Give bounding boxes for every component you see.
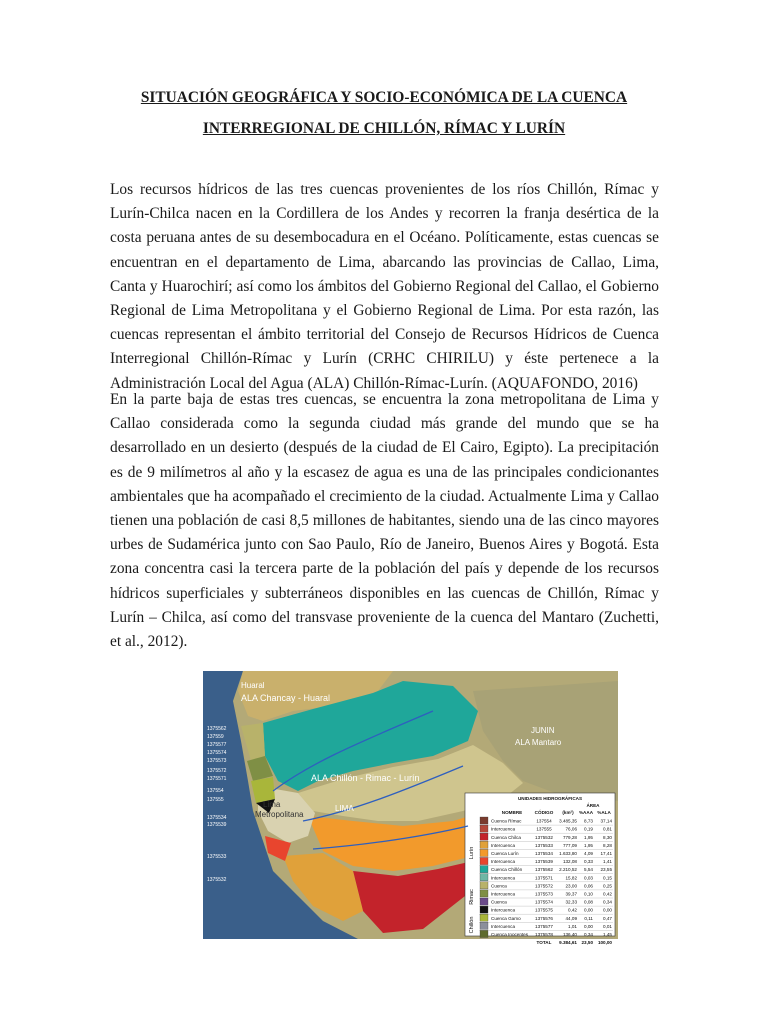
legend-table-text: Intercuenca [491, 891, 516, 897]
legend-table-text: %ALA [597, 810, 611, 815]
legend-table-text: 0,33 [584, 859, 593, 865]
label-ala-mantaro: ALA Mantaro [515, 738, 562, 747]
legend-table-text: 137555 [536, 826, 552, 832]
legend-color-swatch [480, 866, 488, 873]
legend-table-text: 0,11 [584, 915, 593, 921]
legend-table-text: CÓDIGO [534, 810, 554, 815]
legend-table-text: 4,09 [584, 851, 593, 856]
legend-table-text: ÁREA [586, 803, 600, 808]
legend-color-swatch [480, 817, 488, 824]
legend-group-label: Rimac [469, 889, 475, 905]
legend-table-text: NOMBRE [501, 810, 523, 815]
legend-color-swatch [480, 914, 488, 921]
basin-code-label: 137559 [207, 734, 224, 740]
legend-table-text: 1375575 [535, 907, 553, 913]
legend-table-text: 3.485,35 [559, 818, 577, 824]
legend-table-text: 1,41 [603, 859, 612, 865]
legend-color-swatch [480, 906, 488, 913]
paragraph-1: Los recursos hídricos de las tres cuencas provenientes de los ríos Chillón, Rímac y Lurín-Chilca nacen en la Cordillera de los Andes y recorren la franja desértica de la costa peruana antes de su desembocadura en el Océano. Políticamente, estas cuencas se encuentran en el departamento de Lima, abarcando las provincias de Callao, Lima, Canta y Huarochirí; así como los ámbitos del Gobierno Regional del Callao, el Gobierno Regional de Lima Metropolitana y el Gobierno Regional de Lima. Por esta razón, las cuencas representan el ámbito territorial del Consejo de Recursos Hídricos de Cuenca Interregional Chillón-Rímac y Lurín (CRHC CHIRILU) y éste pertenece a la Administración Local del Agua (ALA) Chillón-Rímac-Lurín. (AQUAFONDO, 2016) [110, 181, 659, 392]
basin-map [203, 671, 618, 945]
basin-code-label: 1375532 [207, 877, 227, 883]
legend-table-text: 0,00 [584, 923, 593, 929]
legend-table-text: 0,25 [603, 883, 612, 889]
legend-table-text: 1375576 [535, 915, 553, 921]
legend-table-text: 0,19 [584, 826, 593, 832]
legend-table-text: 8,30 [603, 834, 612, 840]
legend-table-text: 0,06 [584, 883, 593, 889]
basin-code-label: 1375571 [207, 776, 227, 782]
legend-color-swatch [480, 841, 488, 848]
legend-color-swatch [480, 882, 488, 889]
legend-color-swatch [480, 922, 488, 929]
legend-table-text: 0,15 [603, 875, 612, 881]
legend-color-swatch [480, 849, 488, 856]
legend-table-text: 2.210,52 [559, 867, 577, 873]
basin-code-label: 1375539 [207, 822, 227, 828]
legend-table-text: 0,10 [584, 891, 593, 897]
legend-table-text: 1375539 [535, 859, 553, 865]
legend-table-text: 0,34 [584, 932, 593, 937]
legend-table-text: 0,42 [603, 891, 612, 897]
basin-code-label: 1375533 [207, 854, 227, 860]
label-junin: JUNIN [531, 726, 555, 735]
legend-table-text: 1375571 [535, 875, 553, 881]
legend-table-text: Cuenca Inocentes [491, 932, 529, 937]
basin-code-label: 1375534 [207, 815, 227, 821]
legend-table-text: 1375532 [535, 834, 553, 840]
legend-color-swatch [480, 858, 488, 865]
legend-table-text: Intercuenca [491, 907, 516, 913]
legend-table-text: 76,06 [565, 826, 577, 832]
legend-color-swatch [480, 825, 488, 832]
legend-table-text: 1,45 [603, 932, 612, 937]
document-title [110, 82, 658, 144]
legend-table-text: 8,73 [584, 818, 593, 824]
legend-table-text: Intercuenca [491, 826, 516, 832]
legend-table-text: 15,82 [565, 875, 577, 881]
legend-table-text: 0,81 [603, 826, 612, 832]
legend-table-text: 1,95 [584, 842, 593, 848]
legend-table-text: 9.384,61 [559, 940, 577, 945]
legend-table-text: 0,03 [584, 875, 593, 881]
legend-table-text: Intercuenca [491, 923, 516, 929]
legend-table-text: Cuenca Gamo [491, 915, 521, 921]
legend-table-text: 1375578 [535, 932, 553, 937]
label-lima-metro-1: Lima [263, 800, 281, 809]
legend-color-swatch [480, 890, 488, 897]
legend-group-label: Chillón [469, 916, 475, 934]
legend-table-text: 132,08 [562, 859, 577, 865]
basin-code-label: 137554 [207, 788, 224, 794]
legend-table-text: Cuenca Chilca [491, 834, 521, 840]
title-line-2: INTERREGIONAL DE CHILLÓN, RÍMAC Y LURÍN [202, 120, 566, 137]
legend-table-text: 1375574 [535, 899, 553, 905]
legend-table-text: TOTAL [536, 940, 552, 945]
legend-table-text: 137554 [536, 818, 552, 824]
legend-table-text: 779,28 [562, 834, 577, 840]
legend-group-label: Lurín [469, 846, 475, 860]
legend-color-swatch [480, 898, 488, 905]
basin-code-label: 137555 [207, 797, 224, 803]
legend-table-text: 8,28 [603, 842, 612, 848]
legend-table-text: 44,09 [565, 915, 577, 921]
legend-table-text: Cuenca Lurín [491, 851, 519, 856]
basin-code-label: 1375562 [207, 726, 227, 732]
legend-table-text: %AAA [578, 810, 594, 815]
legend-table-text: 0,00 [603, 907, 612, 913]
legend-color-swatch [480, 833, 488, 840]
legend-table-text: 1,01 [568, 923, 577, 929]
legend-table-text: Intercuenca [491, 859, 516, 865]
legend-table-text: Cuenca [491, 899, 507, 905]
basin-map-figure [203, 671, 618, 945]
legend-color-swatch [480, 874, 488, 881]
legend-table-text: Cuenca Rímac [491, 818, 522, 824]
legend-table-text: Intercuenca [491, 875, 516, 881]
legend-table-text: 0,08 [584, 899, 593, 905]
paragraph-2: En la parte baja de estas tres cuencas, se encuentra la zona metropolitana de Lima y Callao considerada como la segunda ciudad más grande del mundo que se ha desarrollado en un desierto (después de la ciudad de El Cairo, Egipto). La precipitación es de 9 milímetros al año y la escasez de agua es una de las principales condicionantes ambientales que ha acompañado el crecimiento de la ciudad. Actualmente Lima y Callao tienen una población de casi 8,5 millones de habitantes, siendo una de las cinco mayores urbes de Sudamérica junto con Sao Paulo, Río de Janeiro, Buenos Aires y Bogotá. Esta zona concentra casi la tercera parte de la población del país y depende de los recursos hídricos superficiales y subterráneos disponibles en las cuencas de Chillón, Rímac y Lurín – Chilca, así como del transvase proveniente de la cuenca del Mantaro (Zuchetti, et al., 2012). [110, 391, 659, 651]
legend-table-text: 1375577 [535, 923, 553, 929]
legend-table-text: 1.633,80 [559, 851, 577, 856]
legend-table-text: 32,33 [565, 899, 577, 905]
legend-table-text: UNIDADES HIDROGRÁFICAS [517, 796, 583, 801]
legend-table-text: 777,09 [562, 842, 577, 848]
legend-table-text: 1375533 [535, 842, 553, 848]
legend-table-text: Intercuenca [491, 842, 516, 848]
legend-table-text: 1375534 [535, 851, 553, 856]
label-lima-metro-2: Metropolitana [255, 810, 304, 819]
label-huaral: Huaral [241, 681, 265, 690]
label-lima: LIMA [335, 804, 354, 813]
legend-table-text: 100,00 [597, 940, 612, 945]
legend-table-text: 5,54 [584, 867, 593, 873]
legend-table-text: 23,50 [581, 940, 593, 945]
title-line-1: SITUACIÓN GEOGRÁFICA Y SOCIO-ECONÓMICA DE LA CUENCA [140, 89, 628, 106]
legend-table-text: 0,00 [584, 907, 593, 913]
basin-code-label: 1375573 [207, 758, 227, 764]
basin-code-label: 1375577 [207, 742, 227, 748]
legend-table-text: 39,37 [565, 891, 577, 897]
legend-table-text: 0,47 [603, 915, 612, 921]
legend-table-text: 1,95 [584, 834, 593, 840]
basin-code-label: 1375572 [207, 768, 227, 774]
legend-table-text: 1375572 [535, 883, 553, 889]
legend-table-text: 23,55 [600, 867, 612, 873]
legend-table-text: 17,41 [600, 851, 612, 856]
legend-table-text: (km²) [562, 810, 574, 815]
legend-table-text: Cuenca Chillón [491, 867, 523, 873]
legend-table-text: 23,00 [565, 883, 577, 889]
label-ala-chirilu: ALA Chillón - Rimac - Lurín [311, 773, 420, 783]
legend-table-text: 136,40 [562, 932, 577, 937]
legend-table-text: 1375562 [535, 867, 553, 873]
legend-table-text: 0,01 [603, 923, 612, 929]
legend-color-swatch [480, 930, 488, 937]
label-ala-chancay: ALA Chancay - Huaral [241, 693, 331, 703]
legend-table-text: 0,34 [603, 899, 612, 905]
legend-table-text: 1375573 [535, 891, 553, 897]
legend-table-text: 37,14 [600, 818, 612, 824]
basin-code-label: 1375574 [207, 750, 227, 756]
legend-table-text: Cuenca [491, 883, 507, 889]
legend-table-text: 0,42 [568, 907, 577, 913]
